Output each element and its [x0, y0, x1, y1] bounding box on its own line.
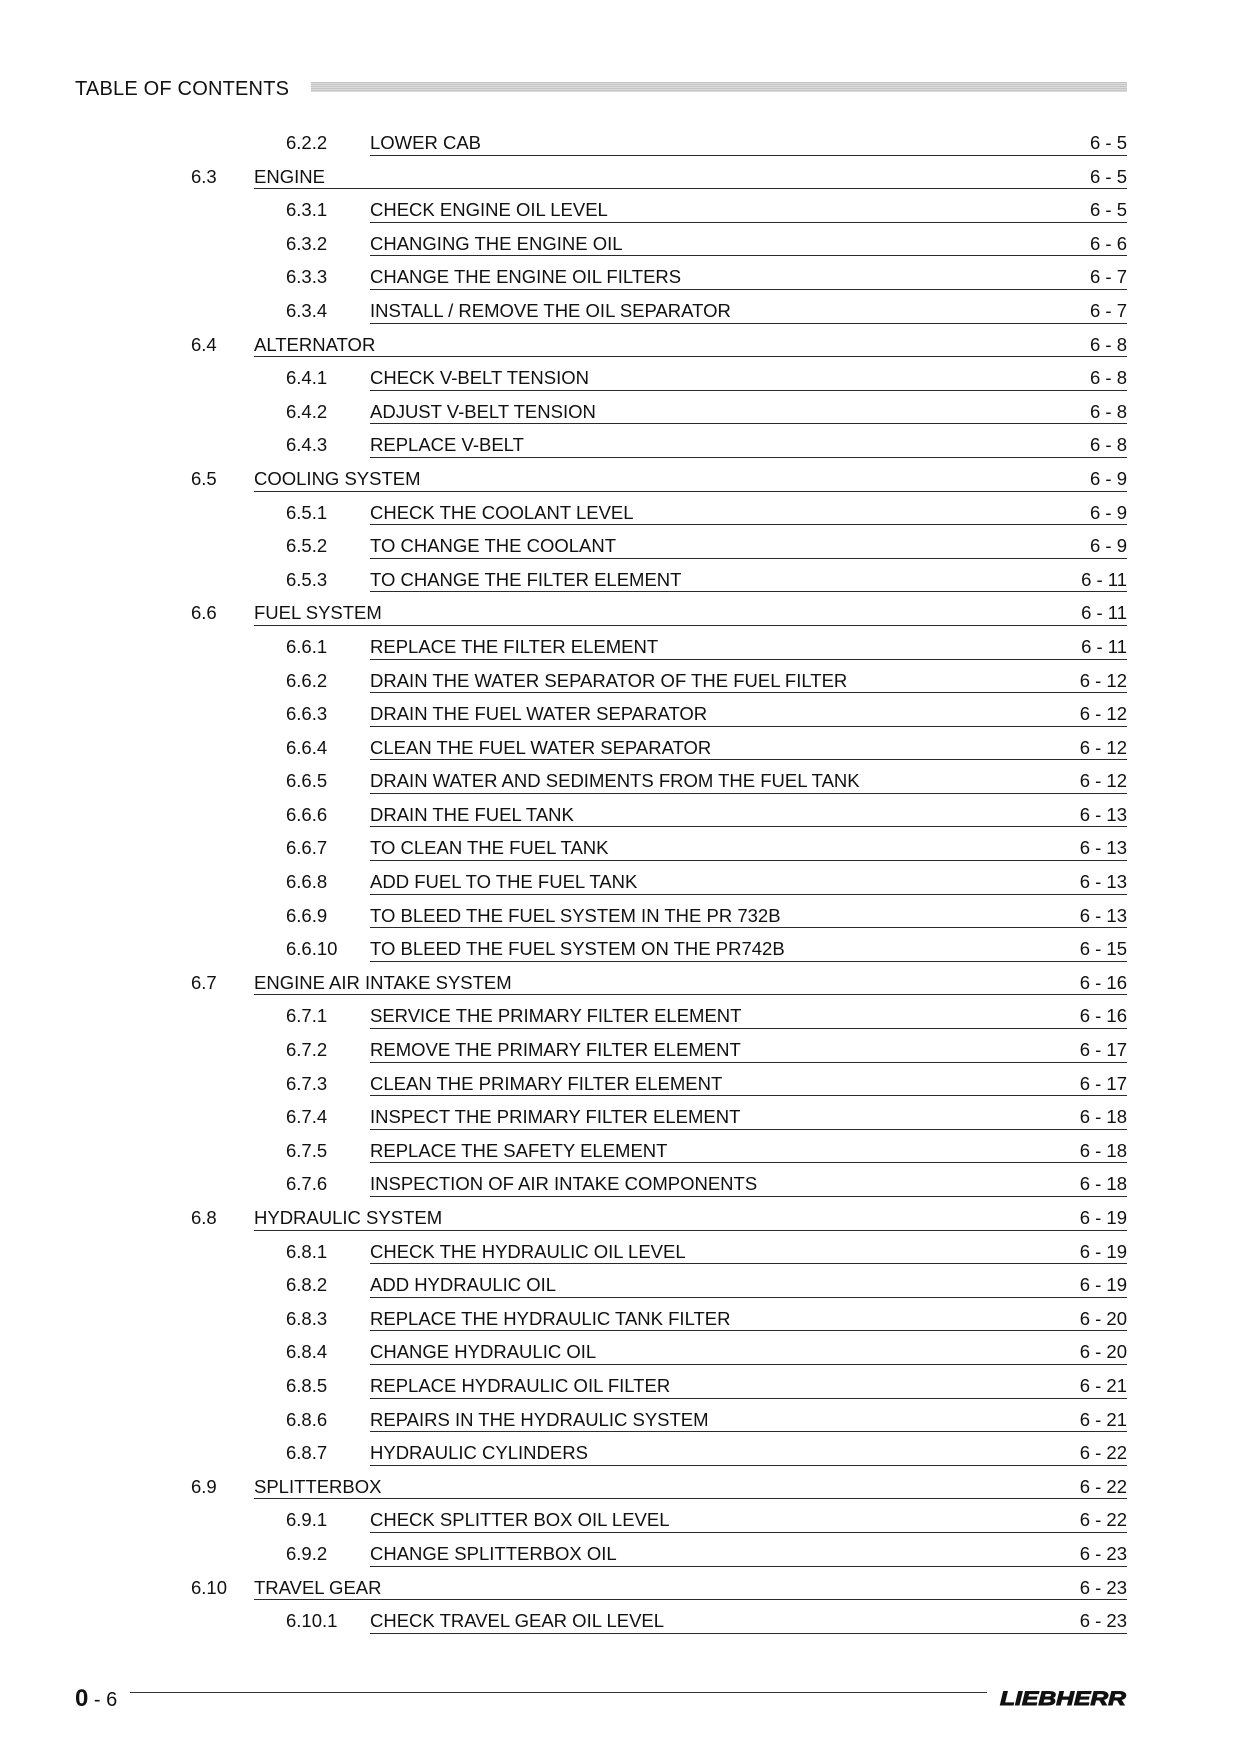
toc-page: 6 - 23 [1079, 1542, 1127, 1564]
toc-page: 6 - 12 [1079, 669, 1127, 691]
toc-page: 6 - 5 [1089, 132, 1127, 153]
toc-title: CHECK V-BELT TENSION [370, 367, 589, 389]
toc-subsection-row[interactable] [0, 696, 1240, 730]
toc-subsection-row[interactable] [0, 226, 1240, 260]
footer-chapter: 0 [75, 1685, 89, 1712]
toc-title: SERVICE THE PRIMARY FILTER ELEMENT [370, 1005, 742, 1027]
toc-number: 6.9.1 [286, 1509, 328, 1531]
toc-rule [370, 1398, 1127, 1399]
toc-section-row[interactable] [0, 1200, 1240, 1234]
toc-number: 6.6.4 [286, 736, 328, 758]
toc-title: ENGINE AIR INTAKE SYSTEM [254, 971, 512, 993]
toc-page: 6 - 19 [1079, 1240, 1127, 1262]
toc-rule [370, 1196, 1127, 1197]
toc-page: 6 - 15 [1079, 938, 1127, 960]
toc-rule [370, 1062, 1127, 1063]
toc-section-row[interactable] [0, 327, 1240, 361]
toc-rule [370, 423, 1127, 424]
toc-rule [370, 860, 1127, 861]
page-footer [75, 1680, 1127, 1720]
toc-page: 6 - 13 [1079, 803, 1127, 825]
toc-subsection-row[interactable] [0, 293, 1240, 327]
toc-rule [370, 759, 1127, 760]
toc-rule [370, 826, 1127, 827]
toc-number: 6.10 [191, 1576, 228, 1598]
toc-title: LOWER CAB [370, 132, 482, 153]
toc-rule [254, 625, 1127, 626]
toc-subsection-row[interactable] [0, 562, 1240, 596]
toc-number: 6.5.3 [286, 568, 328, 590]
toc-page: 6 - 9 [1089, 467, 1127, 489]
toc-number: 6.6.9 [286, 904, 328, 926]
toc-rule [370, 1162, 1127, 1163]
toc-number: 6.7.6 [286, 1173, 328, 1195]
toc-rule [370, 1263, 1127, 1264]
toc-title: TRAVEL GEAR [254, 1576, 382, 1598]
toc-number: 6.8 [191, 1207, 217, 1228]
toc-subsection-row[interactable] [0, 730, 1240, 764]
toc-title: INSPECT THE PRIMARY FILTER ELEMENT [370, 1106, 741, 1128]
toc-page: 6 - 22 [1079, 1475, 1127, 1497]
toc-number: 6.7 [191, 971, 217, 993]
toc-number: 6.5.1 [286, 501, 328, 523]
toc-number: 6.9.2 [286, 1542, 328, 1564]
toc-page: 6 - 20 [1079, 1307, 1127, 1329]
toc-page: 6 - 18 [1079, 1106, 1127, 1128]
toc-title: CHECK THE HYDRAULIC OIL LEVEL [370, 1240, 686, 1262]
toc-subsection-row[interactable] [0, 1603, 1240, 1637]
toc-number: 6.4.2 [286, 400, 328, 422]
toc-title: FUEL SYSTEM [254, 602, 382, 624]
toc-title: DRAIN THE FUEL TANK [370, 803, 574, 825]
toc-page: 6 - 13 [1079, 837, 1127, 859]
toc-number: 6.6.2 [286, 669, 328, 691]
toc-rule [370, 155, 1127, 156]
toc-title: TO CLEAN THE FUEL TANK [370, 837, 609, 859]
toc-page: 6 - 11 [1081, 602, 1127, 624]
toc-subsection-row[interactable] [0, 125, 1240, 159]
toc-page: 6 - 6 [1089, 232, 1127, 254]
toc-number: 6.6 [191, 602, 217, 624]
toc-number: 6.3.4 [286, 299, 328, 321]
toc-title: ADJUST V-BELT TENSION [370, 400, 596, 422]
toc-rule [370, 255, 1127, 256]
toc-title: REPLACE THE FILTER ELEMENT [370, 635, 659, 657]
toc-subsection-row[interactable] [0, 1166, 1240, 1200]
toc-rule [370, 1431, 1127, 1432]
toc-number: 6.8.4 [286, 1341, 328, 1363]
toc-subsection-row[interactable] [0, 1066, 1240, 1100]
toc-subsection-row[interactable] [0, 1301, 1240, 1335]
toc-title: REPLACE THE HYDRAULIC TANK FILTER [370, 1307, 731, 1329]
toc-subsection-row[interactable] [0, 1536, 1240, 1570]
toc-number: 6.7.2 [286, 1039, 328, 1061]
toc-title: ENGINE [254, 165, 325, 187]
toc-subsection-row[interactable] [0, 797, 1240, 831]
toc-page: 6 - 20 [1079, 1341, 1127, 1363]
toc-subsection-row[interactable] [0, 1133, 1240, 1167]
toc-title: INSPECTION OF AIR INTAKE COMPONENTS [370, 1173, 758, 1195]
toc-title: DRAIN THE FUEL WATER SEPARATOR [370, 703, 708, 725]
toc-subsection-row[interactable] [0, 394, 1240, 428]
toc-title: HYDRAULIC SYSTEM [254, 1207, 443, 1228]
toc-title: TO BLEED THE FUEL SYSTEM IN THE PR 732B [370, 904, 781, 926]
toc-page: 6 - 18 [1079, 1173, 1127, 1195]
toc-title: CHECK TRAVEL GEAR OIL LEVEL [370, 1610, 665, 1632]
toc-title: CLEAN THE PRIMARY FILTER ELEMENT [370, 1072, 723, 1094]
toc-section-row[interactable] [0, 159, 1240, 193]
toc-page: 6 - 12 [1079, 770, 1127, 792]
toc-page: 6 - 17 [1079, 1072, 1127, 1094]
toc-title: DRAIN WATER AND SEDIMENTS FROM THE FUEL TANK [370, 770, 860, 792]
toc-subsection-row[interactable] [0, 427, 1240, 461]
toc-rule [370, 1330, 1127, 1331]
footer-separator: - [88, 1689, 107, 1711]
toc-page: 6 - 11 [1081, 568, 1127, 590]
toc-rule [370, 1028, 1127, 1029]
toc-rule [370, 1465, 1127, 1466]
toc-number: 6.7.4 [286, 1106, 328, 1128]
liebherr-logo [999, 1688, 1127, 1708]
toc-rule [370, 1364, 1127, 1365]
toc-title: CHANGING THE ENGINE OIL [370, 232, 623, 254]
toc-page: 6 - 17 [1079, 1039, 1127, 1061]
toc-subsection-row[interactable] [0, 1032, 1240, 1066]
toc-number: 6.7.3 [286, 1072, 328, 1094]
toc-title: CHECK THE COOLANT LEVEL [370, 501, 634, 523]
toc-page: 6 - 21 [1079, 1374, 1127, 1396]
toc-rule [254, 1230, 1127, 1231]
toc-page: 6 - 8 [1089, 434, 1127, 456]
toc-subsection-row[interactable] [0, 663, 1240, 697]
toc-subsection-row[interactable] [0, 1368, 1240, 1402]
toc-subsection-row[interactable] [0, 495, 1240, 529]
toc-rule [370, 793, 1127, 794]
toc-subsection-row[interactable] [0, 1234, 1240, 1268]
toc-title: CHECK ENGINE OIL LEVEL [370, 199, 608, 221]
toc-subsection-row[interactable] [0, 864, 1240, 898]
toc-page: 6 - 23 [1079, 1576, 1127, 1598]
toc-page: 6 - 5 [1089, 165, 1127, 187]
toc-page: 6 - 5 [1089, 199, 1127, 221]
toc-number: 6.7.1 [286, 1005, 328, 1027]
toc-number: 6.3.2 [286, 232, 328, 254]
toc-subsection-row[interactable] [0, 1334, 1240, 1368]
table-of-contents [0, 125, 1240, 1637]
toc-title: HYDRAULIC CYLINDERS [370, 1442, 588, 1464]
toc-page: 6 - 9 [1089, 501, 1127, 523]
toc-title: REPLACE V-BELT [370, 434, 524, 456]
toc-rule [254, 188, 1127, 189]
toc-page: 6 - 22 [1079, 1442, 1127, 1464]
toc-title: ADD HYDRAULIC OIL [370, 1274, 557, 1296]
footer-page-number [75, 1684, 117, 1715]
footer-rule [130, 1692, 987, 1693]
toc-title: CHANGE HYDRAULIC OIL [370, 1341, 597, 1363]
logo-text: LIEBHERR [1000, 1689, 1127, 1708]
footer-page: 6 [106, 1689, 118, 1711]
toc-number: 6.6.7 [286, 837, 328, 859]
toc-subsection-row[interactable] [0, 192, 1240, 226]
toc-title: CHANGE SPLITTERBOX OIL [370, 1542, 617, 1564]
toc-number: 6.5.2 [286, 535, 328, 557]
toc-number: 6.6.3 [286, 703, 328, 725]
toc-page: 6 - 23 [1079, 1610, 1127, 1632]
toc-number: 6.8.2 [286, 1274, 328, 1296]
toc-subsection-row[interactable] [0, 259, 1240, 293]
toc-title: REPLACE HYDRAULIC OIL FILTER [370, 1374, 671, 1396]
toc-title: REPLACE THE SAFETY ELEMENT [370, 1139, 668, 1161]
toc-rule [370, 222, 1127, 223]
toc-title: REPAIRS IN THE HYDRAULIC SYSTEM [370, 1408, 709, 1430]
toc-rule [370, 1129, 1127, 1130]
toc-number: 6.7.5 [286, 1139, 328, 1161]
toc-number: 6.6.5 [286, 770, 328, 792]
toc-title: TO CHANGE THE COOLANT [370, 535, 617, 557]
toc-rule [370, 1095, 1127, 1096]
toc-page: 6 - 8 [1089, 367, 1127, 389]
toc-title: TO CHANGE THE FILTER ELEMENT [370, 568, 682, 590]
toc-rule [370, 894, 1127, 895]
toc-rule [370, 659, 1127, 660]
toc-subsection-row[interactable] [0, 931, 1240, 965]
toc-page: 6 - 12 [1079, 736, 1127, 758]
toc-page: 6 - 11 [1081, 635, 1127, 657]
toc-number: 6.10.1 [286, 1610, 338, 1632]
toc-subsection-row[interactable] [0, 1402, 1240, 1436]
toc-title: ALTERNATOR [254, 333, 376, 355]
toc-rule [370, 1566, 1127, 1567]
toc-page: 6 - 16 [1079, 1005, 1127, 1027]
toc-section-row[interactable] [0, 461, 1240, 495]
toc-section-row[interactable] [0, 1469, 1240, 1503]
toc-rule [370, 390, 1127, 391]
toc-number: 6.8.1 [286, 1240, 328, 1262]
toc-title: CLEAN THE FUEL WATER SEPARATOR [370, 736, 712, 758]
page-header [75, 76, 1127, 106]
toc-number: 6.6.1 [286, 635, 328, 657]
toc-page: 6 - 19 [1079, 1207, 1127, 1228]
toc-number: 6.5 [191, 467, 217, 489]
toc-subsection-row[interactable] [0, 1502, 1240, 1536]
toc-section-row[interactable] [0, 1570, 1240, 1604]
toc-rule [370, 457, 1127, 458]
toc-page: 6 - 13 [1079, 904, 1127, 926]
toc-page: 6 - 16 [1079, 971, 1127, 993]
toc-rule [370, 927, 1127, 928]
toc-page: 6 - 9 [1089, 535, 1127, 557]
toc-subsection-row[interactable] [0, 898, 1240, 932]
toc-number: 6.3.1 [286, 199, 328, 221]
toc-page: 6 - 21 [1079, 1408, 1127, 1430]
toc-rule [370, 524, 1127, 525]
toc-page: 6 - 7 [1089, 266, 1127, 288]
toc-page: 6 - 12 [1079, 703, 1127, 725]
toc-number: 6.4.1 [286, 367, 328, 389]
toc-section-row[interactable] [0, 595, 1240, 629]
toc-rule [254, 356, 1127, 357]
toc-number: 6.6.6 [286, 803, 328, 825]
toc-number: 6.4 [191, 333, 217, 355]
toc-rule [254, 1498, 1127, 1499]
toc-title: CHANGE THE ENGINE OIL FILTERS [370, 266, 682, 288]
toc-number: 6.2.2 [286, 132, 328, 153]
toc-page: 6 - 13 [1079, 871, 1127, 893]
toc-number: 6.9 [191, 1475, 217, 1497]
toc-subsection-row[interactable] [0, 1267, 1240, 1301]
toc-subsection-row[interactable] [0, 998, 1240, 1032]
toc-rule [254, 1599, 1127, 1600]
toc-title: COOLING SYSTEM [254, 467, 421, 489]
toc-number: 6.6.10 [286, 938, 338, 960]
toc-page: 6 - 18 [1079, 1139, 1127, 1161]
toc-rule [370, 1633, 1127, 1634]
toc-rule [370, 1297, 1127, 1298]
toc-rule [370, 726, 1127, 727]
toc-subsection-row[interactable] [0, 360, 1240, 394]
toc-number: 6.4.3 [286, 434, 328, 456]
toc-rule [370, 1532, 1127, 1533]
header-bar [311, 82, 1127, 92]
toc-page: 6 - 7 [1089, 299, 1127, 321]
toc-title: DRAIN THE WATER SEPARATOR OF THE FUEL FILTER [370, 669, 848, 691]
toc-section-row[interactable] [0, 965, 1240, 999]
toc-title: SPLITTERBOX [254, 1475, 382, 1497]
toc-title: TO BLEED THE FUEL SYSTEM ON THE PR742B [370, 938, 785, 960]
toc-subsection-row[interactable] [0, 528, 1240, 562]
toc-rule [370, 961, 1127, 962]
toc-rule [370, 591, 1127, 592]
toc-rule [254, 994, 1127, 995]
toc-page: 6 - 19 [1079, 1274, 1127, 1296]
toc-page: 6 - 8 [1089, 400, 1127, 422]
toc-number: 6.8.5 [286, 1374, 328, 1396]
toc-number: 6.8.7 [286, 1442, 328, 1464]
toc-number: 6.3.3 [286, 266, 328, 288]
toc-subsection-row[interactable] [0, 830, 1240, 864]
toc-number: 6.8.3 [286, 1307, 328, 1329]
toc-subsection-row[interactable] [0, 1099, 1240, 1133]
toc-subsection-row[interactable] [0, 1435, 1240, 1469]
toc-title: ADD FUEL TO THE FUEL TANK [370, 871, 638, 893]
toc-subsection-row[interactable] [0, 629, 1240, 663]
toc-number: 6.3 [191, 165, 217, 187]
toc-title: INSTALL / REMOVE THE OIL SEPARATOR [370, 299, 731, 321]
toc-number: 6.6.8 [286, 871, 328, 893]
toc-page: 6 - 22 [1079, 1509, 1127, 1531]
toc-title: CHECK SPLITTER BOX OIL LEVEL [370, 1509, 670, 1531]
toc-page: 6 - 8 [1089, 333, 1127, 355]
toc-number: 6.8.6 [286, 1408, 328, 1430]
toc-subsection-row[interactable] [0, 763, 1240, 797]
header-title: TABLE OF CONTENTS [75, 78, 290, 100]
toc-rule [254, 491, 1127, 492]
toc-rule [370, 289, 1127, 290]
toc-title: REMOVE THE PRIMARY FILTER ELEMENT [370, 1039, 741, 1061]
toc-rule [370, 692, 1127, 693]
toc-rule [370, 323, 1127, 324]
toc-rule [370, 558, 1127, 559]
